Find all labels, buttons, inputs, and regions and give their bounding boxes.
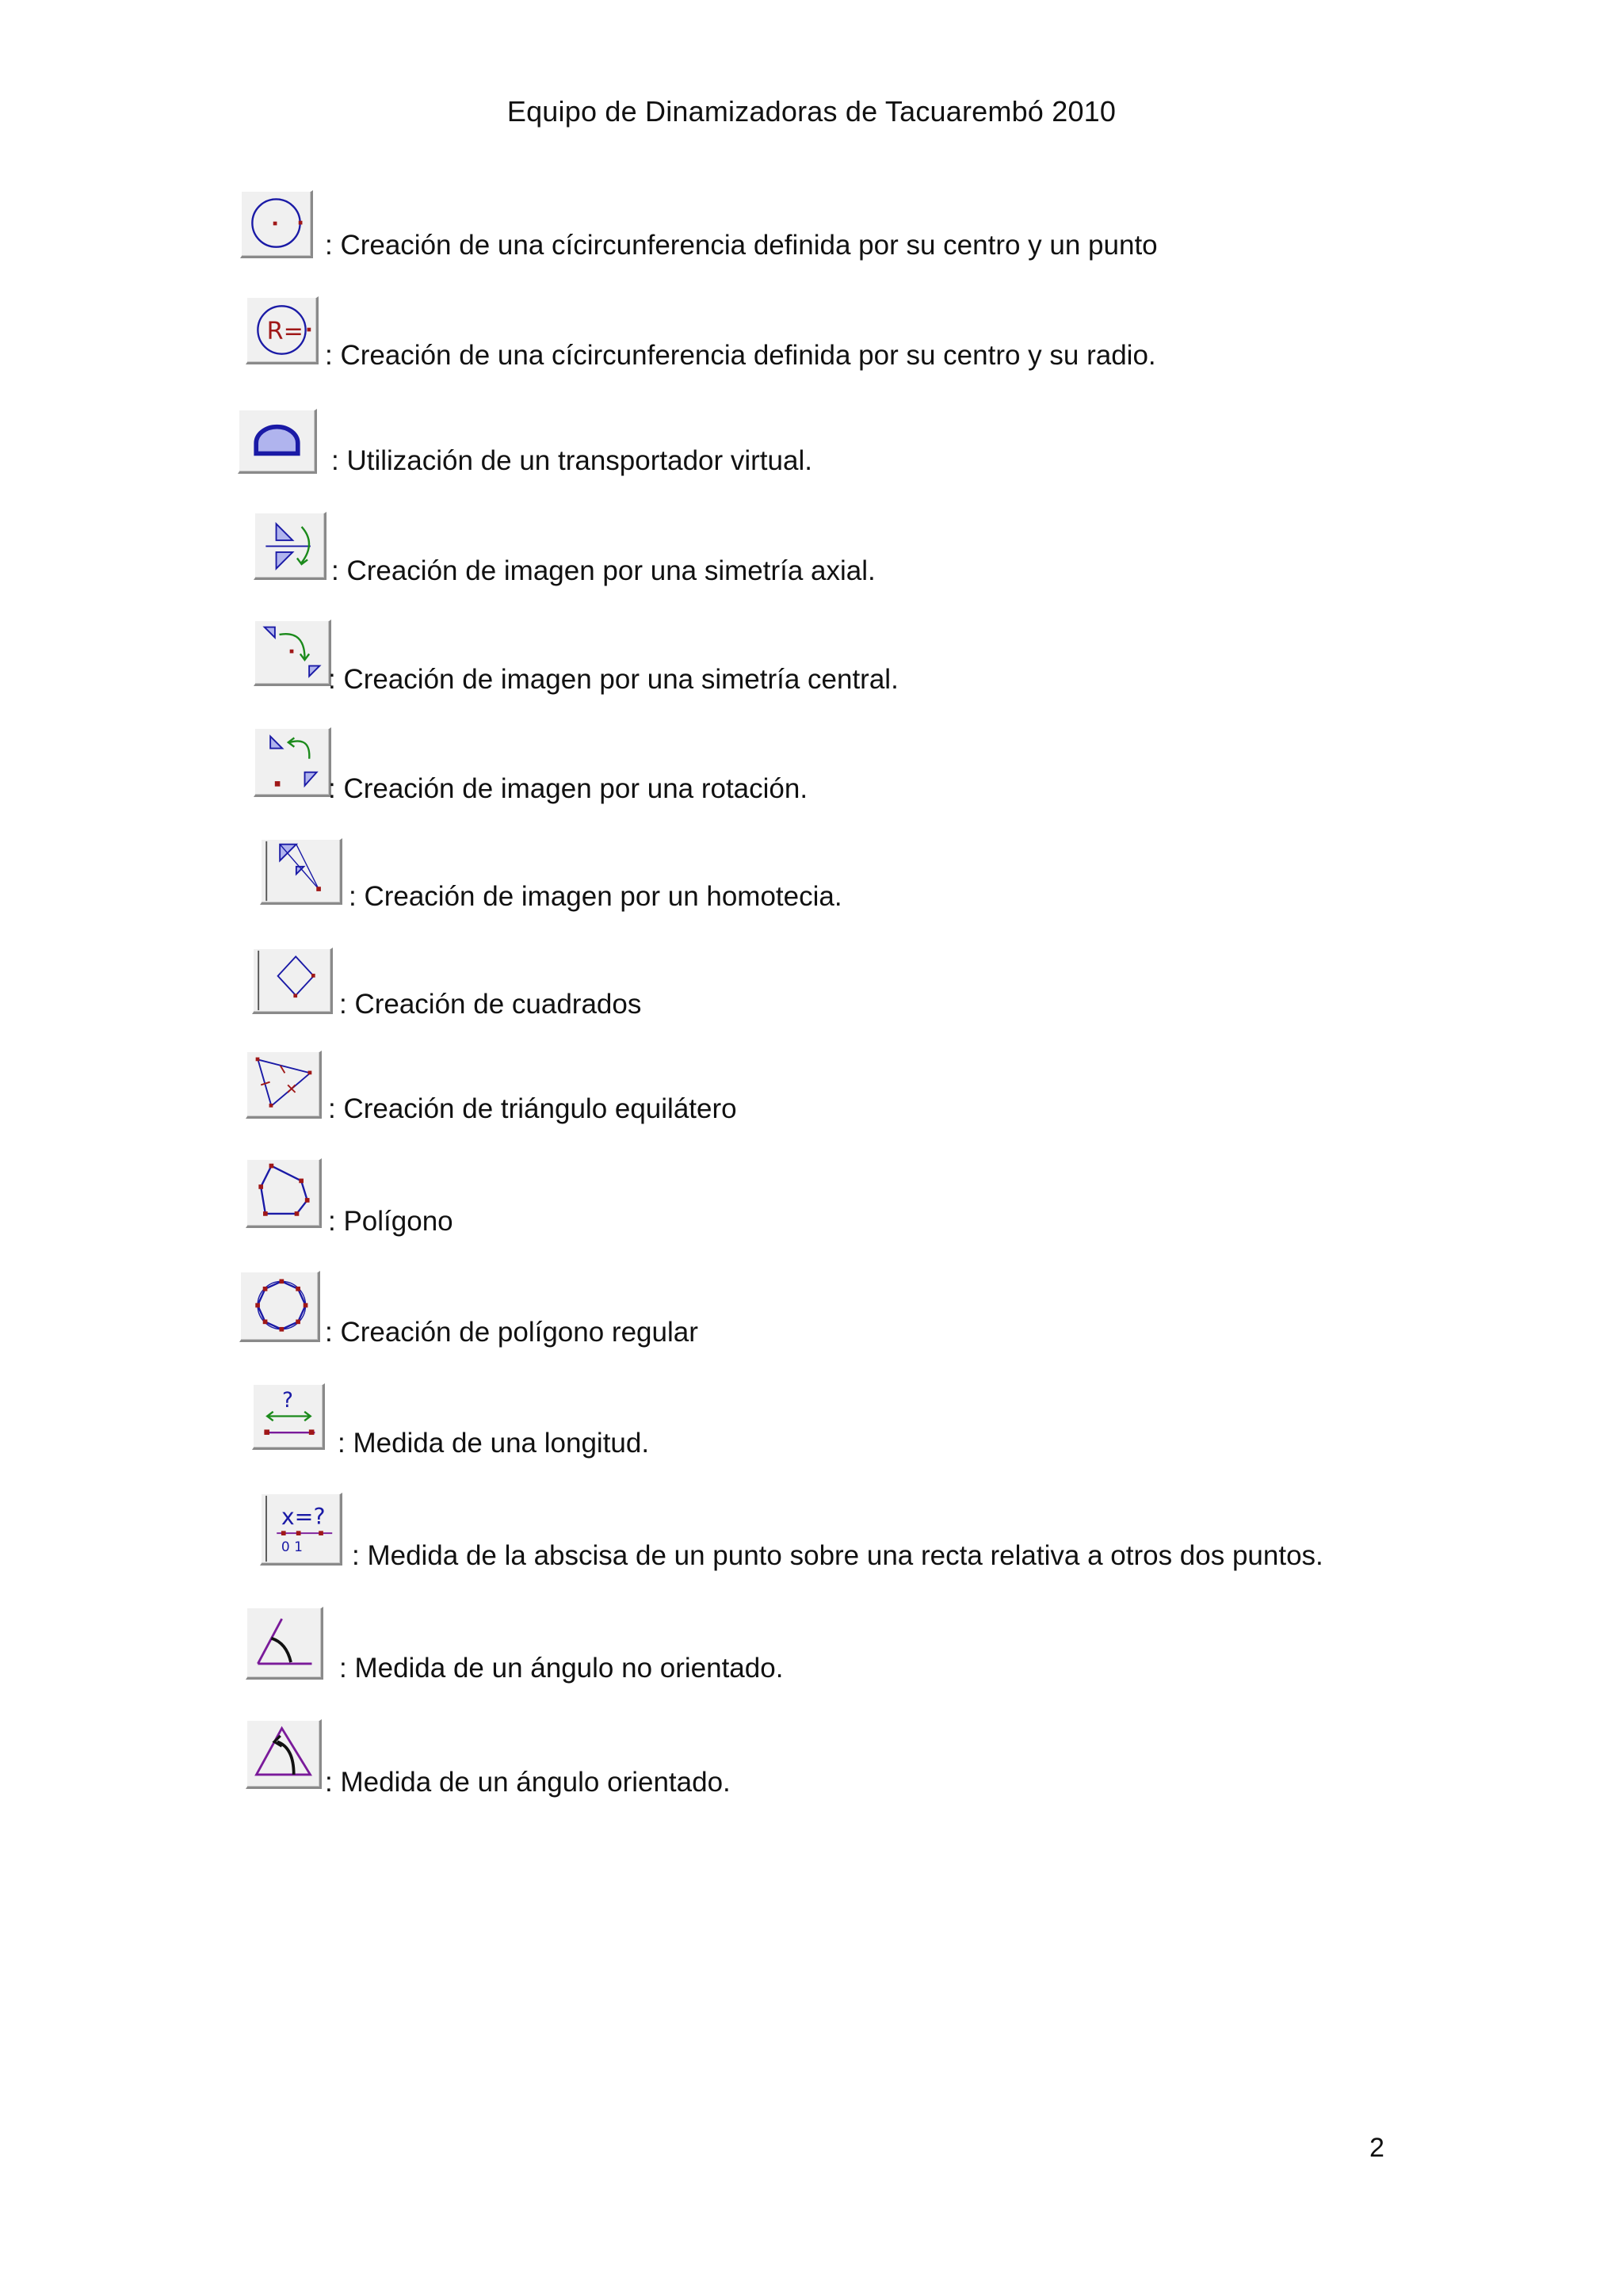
- item-text: : Creación de imagen por una simetría axial.: [331, 555, 876, 586]
- rotation-icon: [254, 727, 331, 797]
- homothety-icon: [260, 838, 342, 905]
- page-header: Equipo de Dinamizadoras de Tacuarembó 2010: [506, 95, 1117, 128]
- item-text: : Creación de cuadrados: [339, 989, 642, 1020]
- radius-glyph: R=: [266, 317, 304, 345]
- page-number: 2: [1369, 2133, 1384, 2163]
- polygon-icon: [246, 1158, 322, 1228]
- question-glyph: ?: [281, 1389, 293, 1413]
- abscissa-measure-icon: [260, 1493, 342, 1566]
- item-text: : Medida de un ángulo no orientado.: [339, 1653, 784, 1684]
- protractor-icon: [238, 409, 317, 474]
- item-text: : Creación de imagen por un homotecia.: [349, 881, 842, 912]
- item-text: : Utilización de un transportador virtual.: [331, 445, 812, 476]
- unoriented-angle-icon: [246, 1607, 323, 1680]
- item-text: : Medida de la abscisa de un punto sobre una recta relativa a otros dos puntos.: [352, 1540, 1323, 1571]
- item-text: : Creación de imagen por una rotación.: [328, 773, 808, 804]
- item-text: : Medida de un ángulo orientado.: [325, 1767, 731, 1798]
- item-text: : Polígono: [328, 1206, 453, 1237]
- circle-radius-icon: [246, 296, 319, 364]
- item-text: : Creación de triángulo equilátero: [328, 1093, 737, 1124]
- item-text: : Creación de una cícircunferencia definida por su centro y su radio.: [325, 340, 1156, 371]
- item-text: : Medida de una longitud.: [338, 1428, 650, 1459]
- axial-symmetry-icon: [254, 512, 327, 580]
- equilateral-triangle-icon: [246, 1051, 322, 1119]
- square-icon: [252, 948, 333, 1014]
- length-measure-icon: [252, 1383, 325, 1450]
- regular-polygon-icon: [239, 1271, 320, 1342]
- central-symmetry-icon: [254, 620, 331, 686]
- item-text: : Creación de polígono regular: [325, 1317, 698, 1348]
- abscissa-bottom-glyph: 0 1: [281, 1539, 303, 1555]
- abscissa-top-glyph: x=?: [281, 1503, 326, 1530]
- item-text: : Creación de imagen por una simetría central.: [328, 664, 899, 695]
- circle-center-point-icon: [240, 190, 313, 258]
- item-text: : Creación de una cícircunferencia definida por su centro y un punto: [325, 230, 1158, 261]
- oriented-angle-icon: [246, 1719, 322, 1789]
